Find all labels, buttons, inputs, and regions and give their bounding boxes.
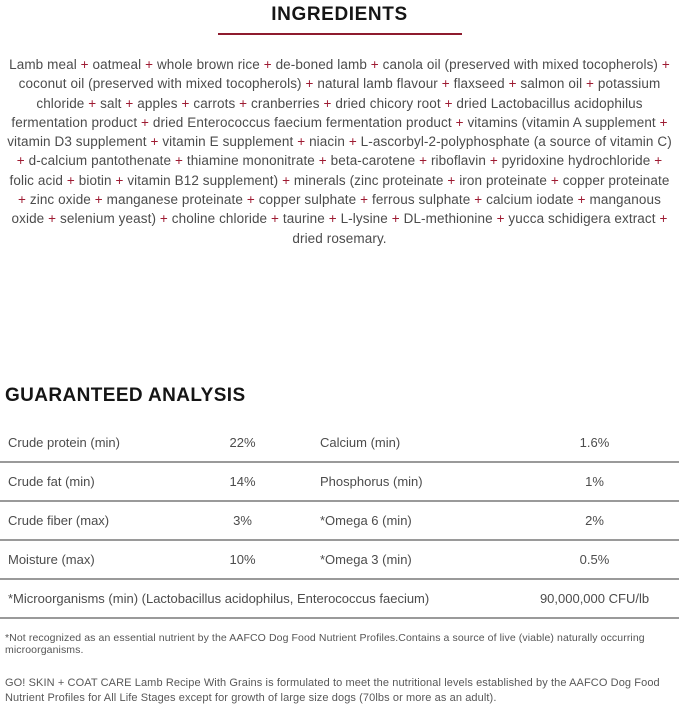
ingredient-separator-plus: +: [181, 95, 190, 111]
nutrient-value: 1%: [585, 473, 604, 489]
ingredient-separator-plus: +: [305, 76, 314, 92]
ingredient-separator-plus: +: [654, 153, 663, 169]
analysis-row: [0, 502, 679, 541]
nutrient-label: Moisture (max): [8, 551, 95, 567]
ingredient-separator-plus: +: [175, 153, 183, 169]
nutrient-label: Crude fat (min): [8, 473, 95, 489]
ingredient-separator-plus: +: [125, 95, 134, 111]
nutrient-value: 3%: [233, 512, 252, 528]
nutrient-label: Calcium (min): [320, 434, 401, 450]
ingredient-separator-plus: +: [246, 192, 255, 208]
ingredient-separator-plus: +: [263, 57, 272, 72]
ingredient-separator-plus: +: [455, 114, 464, 130]
analysis-row-microorganisms: [0, 580, 679, 619]
nutrient-value: 10%: [229, 551, 256, 567]
ingredients-title: INGREDIENTS: [271, 4, 408, 25]
nutrient-label: *Omega 3 (min): [320, 551, 412, 567]
ingredient-separator-plus: +: [447, 172, 456, 188]
guaranteed-analysis-title: GUARANTEED ANALYSIS: [5, 384, 246, 406]
ingredient-separator-plus: +: [550, 172, 559, 188]
nutrient-label: Crude fiber (max): [8, 512, 110, 528]
ingredient-separator-plus: +: [80, 57, 89, 72]
ingredient-separator-plus: +: [441, 76, 450, 92]
analysis-row: [0, 463, 679, 502]
ingredient-separator-plus: +: [88, 95, 97, 111]
ingredient-separator-plus: +: [318, 153, 327, 169]
nutrient-value: 0.5%: [579, 551, 610, 567]
asterisk-footnote: *Not recognized as an essential nutrient by the AAFCO Dog Food Nutrient Profiles.Contains a source of live (viable) naturally occurring microorganisms.: [5, 631, 645, 656]
ingredient-separator-plus: +: [159, 211, 168, 227]
nutrient-value: 90,000,000 CFU/lb: [539, 590, 650, 606]
nutrient-label: Phosphorus (min): [320, 473, 423, 489]
ingredient-separator-plus: +: [496, 211, 505, 227]
ingredient-separator-plus: +: [348, 134, 357, 150]
ingredient-separator-plus: +: [586, 76, 595, 92]
ingredient-separator-plus: +: [370, 57, 379, 72]
ingredient-separator-plus: +: [489, 153, 498, 169]
nutrient-label: Crude protein (min): [8, 434, 120, 450]
ingredient-separator-plus: +: [18, 192, 27, 208]
nutrient-value: 22%: [229, 434, 256, 450]
ingredient-separator-plus: +: [659, 211, 668, 227]
nutrient-value: 14%: [229, 473, 256, 489]
ingredient-separator-plus: +: [297, 134, 306, 150]
ingredient-separator-plus: +: [328, 211, 337, 227]
ingredient-separator-plus: +: [419, 153, 428, 169]
ingredient-separator-plus: +: [659, 114, 668, 130]
ingredient-separator-plus: +: [66, 172, 75, 188]
nutrient-label: *Microorganisms (min) (Lactobacillus acidophilus, Enterococcus faecium): [8, 590, 430, 606]
ingredient-separator-plus: +: [48, 211, 57, 227]
ingredient-separator-plus: +: [474, 192, 483, 208]
ingredient-separator-plus: +: [323, 95, 332, 111]
formulation-note: GO! SKIN + COAT CARE Lamb Recipe With Grains is formulated to meet the nutritional levels established by the AAFCO Dog Food Nutrient Profiles for All Life Stages except for growth of large size dogs (70lbs or more as an adult).: [5, 676, 660, 705]
ingredient-separator-plus: +: [508, 76, 517, 92]
nutrient-value: 1.6%: [579, 434, 610, 450]
ingredient-separator-plus: +: [391, 211, 400, 227]
ingredient-separator-plus: +: [577, 192, 586, 208]
ingredient-separator-plus: +: [239, 95, 248, 111]
ingredient-separator-plus: +: [360, 192, 369, 208]
ingredient-separator-plus: +: [661, 57, 670, 72]
ingredient-separator-plus: +: [16, 153, 25, 169]
analysis-row: [0, 424, 679, 463]
analysis-row: [0, 541, 679, 580]
ingredient-separator-plus: +: [271, 211, 280, 227]
nutrient-label: *Omega 6 (min): [320, 512, 412, 528]
ingredients-text: Lamb meal + oatmeal + whole brown rice + de-boned lamb + canola oil (preserved with mixed tocopherols) + coconut oil (preserved with mixed tocopherols) + natural lamb flavour + flaxseed + salmon oil + potassium chloride + salt + apples + carrots + cranberries + dried chicory root + dried Lactobacillus acidophilus fermentation product + dried Enterococcus faecium fermentation product + vitamins (vitamin A supplement + vitamin D3 supplement + vitamin E supplement + niacin + L-ascorbyl-2-polyphosphate (a source of vitamin C) + d-calcium pantothenate + thiamine mononitrate + beta-carotene + riboflavin + pyridoxine hydrochloride + folic acid + biotin + vitamin B12 supplement) + minerals (zinc proteinate + iron proteinate + copper proteinate + zinc oxide + manganese proteinate + copper sulphate + ferrous sulphate + calcium iodate + manganous oxide + selenium yeast) + choline chloride + taurine + L-lysine + DL-methionine + yucca schidigera extract + dried rosemary.: [7, 57, 672, 246]
ingredient-separator-plus: +: [150, 134, 159, 150]
guaranteed-analysis-table: [0, 424, 679, 619]
ingredient-separator-plus: +: [282, 172, 291, 188]
ingredients-underline: [218, 33, 462, 35]
ingredient-separator-plus: +: [141, 114, 150, 130]
ingredient-separator-plus: +: [115, 172, 124, 188]
nutrient-value: 2%: [585, 512, 604, 528]
ingredient-separator-plus: +: [444, 95, 453, 111]
ingredient-separator-plus: +: [94, 192, 103, 208]
ingredient-separator-plus: +: [145, 57, 154, 72]
pet-food-label: [0, 4, 679, 705]
